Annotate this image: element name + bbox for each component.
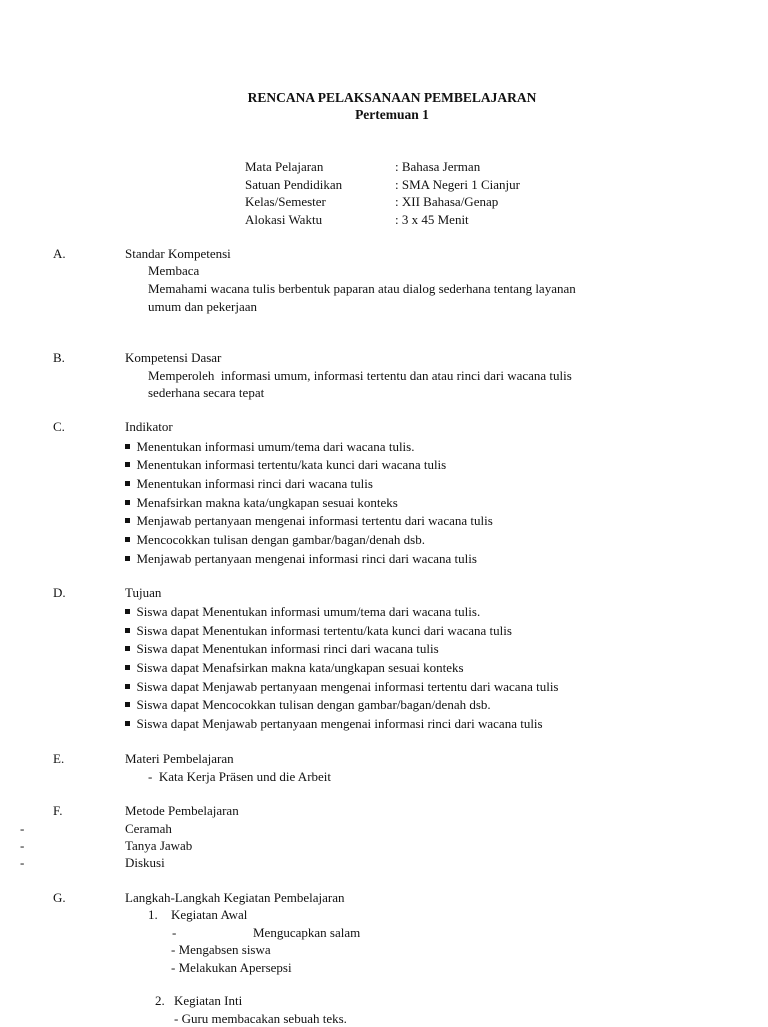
identity-value: : Bahasa Jerman [395,159,481,174]
materi-item: - Kata Kerja Präsen und die Arbeit [148,769,332,784]
section-letter: D. [53,585,66,600]
list-item [125,679,559,695]
metode-item: Ceramah [125,821,172,836]
square-bullet-icon [125,609,130,614]
section-letter: C. [53,419,65,434]
list-item [125,457,446,473]
identity-label: Satuan Pendidikan [245,177,343,192]
list-dash: - [172,925,177,940]
indikator-text: Mencocokkan tulisan dengan gambar/bagan/denah dsb. [136,532,425,547]
list-item [125,604,480,620]
indikator-text: Menafsirkan makna kata/ungkapan sesuai konteks [136,495,398,510]
indikator-text: Menentukan informasi tertentu/kata kunci dari wacana tulis [136,457,447,472]
list-item [125,716,543,732]
identity-value: : XII Bahasa/Genap [395,194,499,209]
section-letter: F. [53,803,63,818]
identity-value: : 3 x 45 Menit [395,212,469,227]
square-bullet-icon [125,500,130,505]
list-dash: - [20,838,25,853]
list-dash: - [20,855,25,870]
square-bullet-icon [125,628,130,633]
list-item [125,476,373,492]
list-item [125,660,464,676]
section-letter: E. [53,751,65,766]
step-item: Mengucapkan salam [253,925,361,940]
indikator-text: Menjawab pertanyaan mengenai informasi tertentu dari wacana tulis [136,513,493,528]
indikator-text: Menentukan informasi umum/tema dari wacana tulis. [136,439,415,454]
identity-label: Mata Pelajaran [245,159,324,174]
identity-label: Alokasi Waktu [245,212,323,227]
document-subtitle: Pertemuan 1 [355,107,429,122]
list-item [125,697,491,713]
square-bullet-icon [125,721,130,726]
section-text: sederhana secara tepat [148,385,265,400]
list-dash: - [20,821,25,836]
metode-item: Diskusi [125,855,165,870]
tujuan-text: Siswa dapat Mencocokkan tulisan dengan gambar/bagan/denah dsb. [136,697,491,712]
tujuan-text: Siswa dapat Menjawab pertanyaan mengenai informasi tertentu dari wacana tulis [136,679,559,694]
section-text: Memperoleh informasi umum, informasi tertentu dan atau rinci dari wacana tulis [148,368,572,383]
identity-value: : SMA Negeri 1 Cianjur [395,177,520,192]
list-item [125,439,414,455]
square-bullet-icon [125,444,130,449]
square-bullet-icon [125,462,130,467]
square-bullet-icon [125,518,130,523]
document-title: RENCANA PELAKSANAAN PEMBELAJARAN [247,90,537,105]
step-title: Kegiatan Awal [171,907,248,922]
square-bullet-icon [125,537,130,542]
section-text: Membaca [148,263,200,278]
tujuan-text: Siswa dapat Menjawab pertanyaan mengenai informasi rinci dari wacana tulis [136,716,543,731]
section-letter: A. [53,246,66,261]
tujuan-text: Siswa dapat Menentukan informasi tertentu/kata kunci dari wacana tulis [136,623,512,638]
tujuan-text: Siswa dapat Menafsirkan makna kata/ungkapan sesuai konteks [136,660,464,675]
section-title: Indikator [125,419,173,434]
section-title: Kompetensi Dasar [125,350,222,365]
metode-item: Tanya Jawab [125,838,193,853]
square-bullet-icon [125,556,130,561]
step-number: 1. [148,907,158,922]
section-title: Langkah-Langkah Kegiatan Pembelajaran [125,890,345,905]
section-title: Metode Pembelajaran [125,803,239,818]
step-item: - Mengabsen siswa [171,942,271,957]
section-title: Materi Pembelajaran [125,751,234,766]
list-item [125,623,512,639]
square-bullet-icon [125,481,130,486]
list-item [125,513,493,529]
list-item [125,641,439,657]
square-bullet-icon [125,702,130,707]
square-bullet-icon [125,665,130,670]
square-bullet-icon [125,646,130,651]
section-text: Memahami wacana tulis berbentuk paparan atau dialog sederhana tentang layanan [148,281,576,296]
section-letter: G. [53,890,66,905]
tujuan-text: Siswa dapat Menentukan informasi rinci dari wacana tulis [136,641,439,656]
step-item: - Melakukan Apersepsi [171,960,292,975]
step-title: Kegiatan Inti [174,993,243,1008]
section-title: Tujuan [125,585,162,600]
identity-label: Kelas/Semester [245,194,326,209]
step-number: 2. [155,993,165,1008]
indikator-text: Menjawab pertanyaan mengenai informasi rinci dari wacana tulis [136,551,477,566]
tujuan-text: Siswa dapat Menentukan informasi umum/tema dari wacana tulis. [136,604,481,619]
list-item [125,551,477,567]
section-letter: B. [53,350,65,365]
list-item [125,495,398,511]
square-bullet-icon [125,684,130,689]
list-item [125,532,425,548]
section-title: Standar Kompetensi [125,246,231,261]
step-item: - Guru membacakan sebuah teks. [174,1011,347,1026]
indikator-text: Menentukan informasi rinci dari wacana tulis [136,476,373,491]
section-text: umum dan pekerjaan [148,299,258,314]
